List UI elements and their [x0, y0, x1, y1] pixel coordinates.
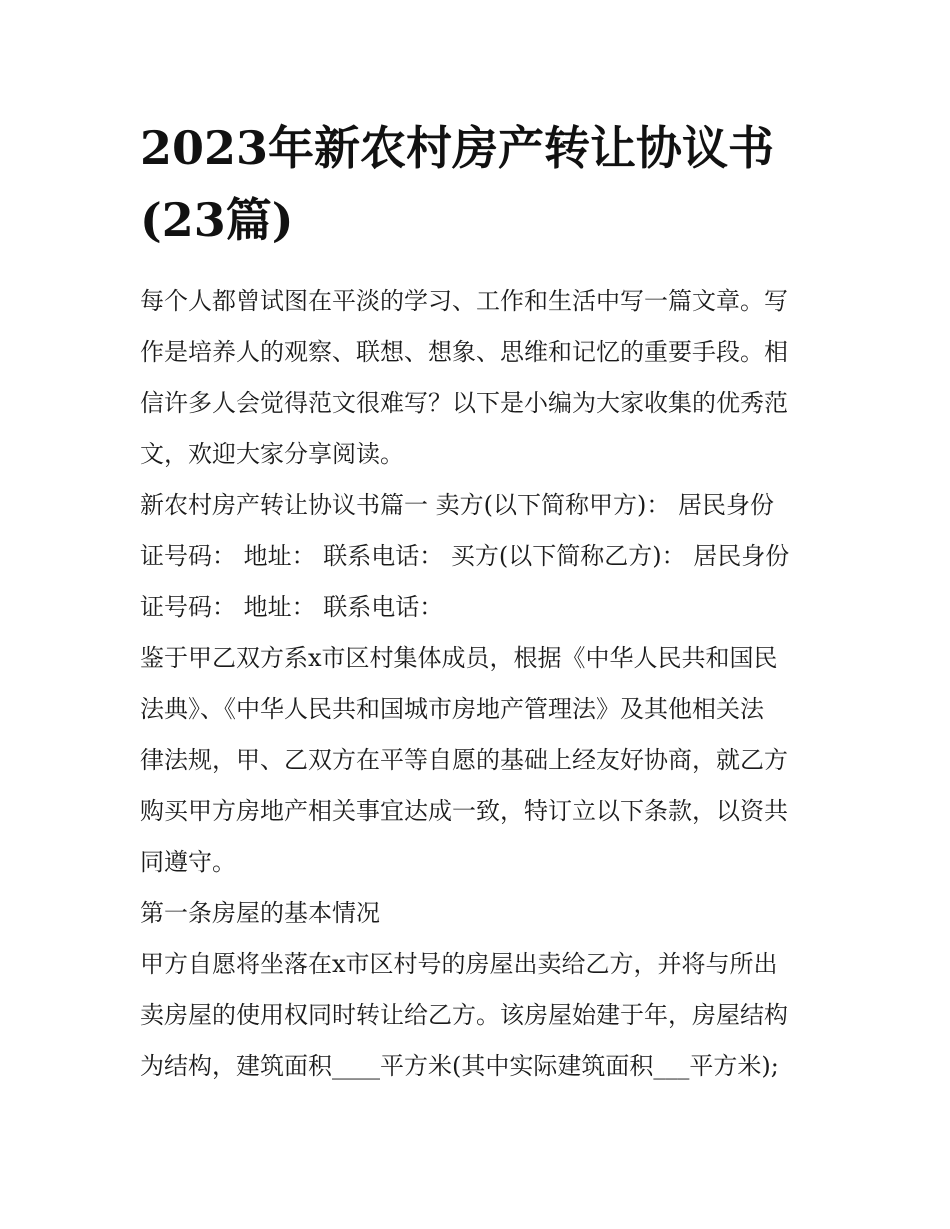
paragraph: [140, 276, 820, 480]
text-line: 每个人都曾试图在平淡的学习、工作和生活中写一篇文章。写: [140, 287, 788, 315]
title-line-2: (23篇): [140, 193, 294, 247]
document-body: [140, 276, 820, 1092]
text-line: 为结构，建筑面积____平方米(其中实际建筑面积___平方米);: [140, 1052, 779, 1080]
text-line: 律法规，甲、乙双方在平等自愿的基础上经友好协商，就乙方: [140, 746, 788, 774]
text-line: 甲方自愿将坐落在x市区村号的房屋出卖给乙方，并将与所出: [140, 950, 778, 978]
paragraph: [140, 480, 820, 633]
text-line: 作是培养人的观察、联想、想象、思维和记忆的重要手段。相: [140, 338, 788, 366]
text-line: 购买甲方房地产相关事宜达成一致，特订立以下条款，以资共: [140, 797, 788, 825]
document-title: [140, 112, 820, 256]
text-line: 法典》、《中华人民共和国城市房地产管理法》及其他相关法: [140, 695, 764, 723]
paragraph: [140, 633, 820, 888]
paragraph: [140, 888, 820, 939]
text-line: 证号码： 地址： 联系电话：: [140, 593, 444, 621]
text-line: 卖房屋的使用权同时转让给乙方。该房屋始建于年，房屋结构: [140, 1001, 788, 1029]
text-line: 文，欢迎大家分享阅读。: [140, 440, 404, 468]
paragraph: [140, 939, 820, 1092]
text-line: 信许多人会觉得范文很难写？以下是小编为大家收集的优秀范: [140, 389, 788, 417]
text-line: 新农村房产转让协议书篇一 卖方(以下简称甲方)： 居民身份: [140, 491, 774, 519]
text-line: 同遵守。: [140, 848, 236, 876]
title-line-1: 2023年新农村房产转让协议书: [140, 121, 775, 175]
text-line: 鉴于甲乙双方系x市区村集体成员，根据《中华人民共和国民: [140, 644, 778, 672]
text-line: 证号码： 地址： 联系电话： 买方(以下简称乙方)： 居民身份: [140, 542, 790, 570]
text-line: 第一条房屋的基本情况: [140, 899, 380, 927]
